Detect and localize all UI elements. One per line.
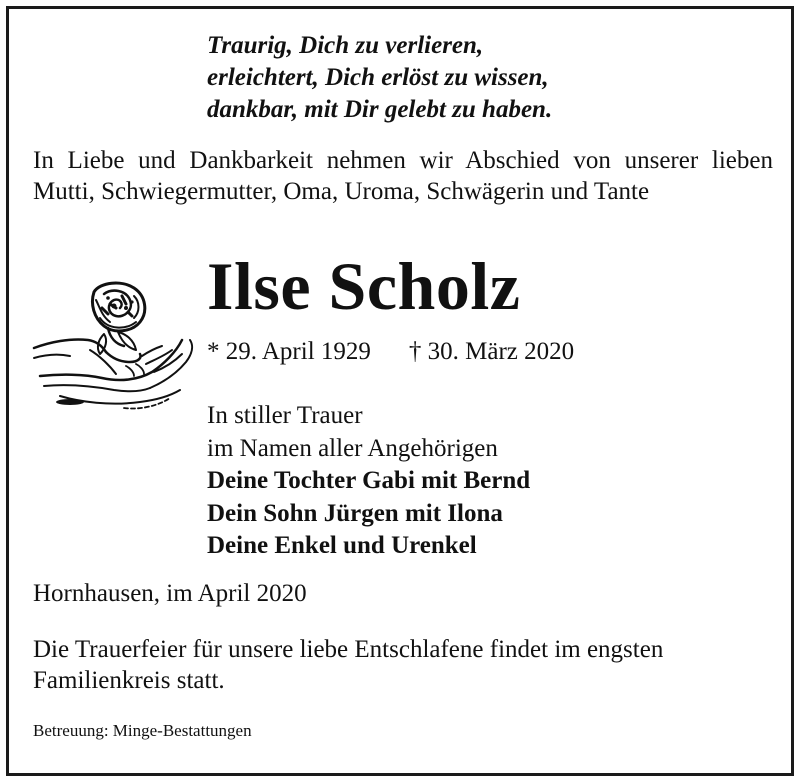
rose-in-hands-icon <box>30 278 198 416</box>
funeral-note: Die Trauerfeier für unsere liebe Entschlafene findet im engsten Familienkreis statt. <box>33 636 664 694</box>
memorial-poem <box>207 30 552 126</box>
place-date: Hornhausen, im April 2020 <box>33 580 307 607</box>
mourners-block <box>207 400 530 563</box>
mourners-line-1: In stiller Trauer <box>207 402 363 429</box>
mourners-line-2: im Namen aller Angehörigen <box>207 434 498 462</box>
undertaker-credit: Betreuung: Minge-Bestattungen <box>33 721 252 740</box>
mourner-daughter: Deine Tochter Gabi mit Bernd <box>207 467 531 494</box>
life-dates <box>207 336 574 368</box>
mourner-son: Dein Sohn Jürgen mit Ilona <box>207 499 503 527</box>
deceased-name: Ilse Scholz <box>207 248 521 324</box>
poem-line-3: dankbar, mit Dir gelebt zu haben. <box>207 96 553 123</box>
intro-text: In Liebe und Dankbarkeit nehmen wir Abschied von unserer lieben Mutti, Schwiegermutter, Oma, Uroma, Schwägerin und Tante <box>33 147 773 205</box>
poem-line-2: erleichtert, Dich erlöst zu wissen, <box>207 64 549 91</box>
poem-line-1: Traurig, Dich zu verlieren, <box>207 32 484 59</box>
mourner-grandchildren: Deine Enkel und Urenkel <box>207 532 477 559</box>
birth-date: * 29. April 1929 <box>207 338 371 365</box>
death-date: † 30. März 2020 <box>408 338 575 365</box>
